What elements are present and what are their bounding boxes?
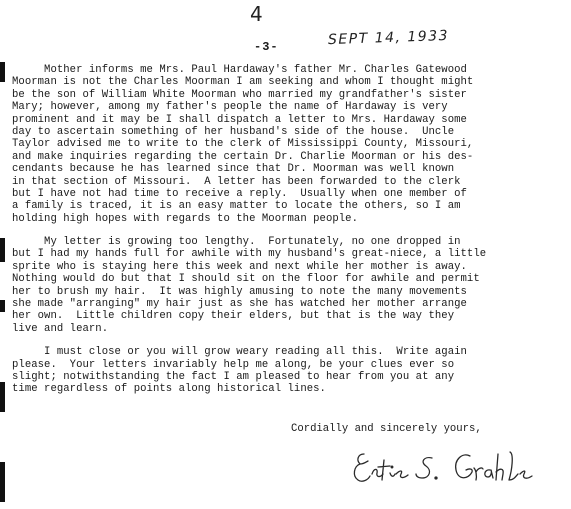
text-line: My letter is growing too lengthy. Fortunately, no one dropped in <box>12 236 461 249</box>
text-line: but I had my hands full for awhile with my husband's great-niece, a little <box>12 248 487 261</box>
text-line: time regardless of points along historical lines. <box>12 383 326 396</box>
text-line: live and learn. <box>12 322 109 335</box>
text-line: she made "arranging" my hair just as she has watched her mother arrange <box>12 298 467 311</box>
letter-body <box>12 64 567 407</box>
text-line: but I have not had time to receive a reply. Usually when one member of <box>12 187 467 200</box>
text-line: be the son of William White Moorman who married my grandfather's sister <box>12 88 467 101</box>
text-line: Taylor advised me to write to the clerk of Mississippi County, Missouri, <box>12 138 474 151</box>
text-line: Moorman is not the Charles Moorman I am seeking and whom I thought might <box>12 76 474 89</box>
text-line: her own. Little children copy their elders, but that is the way they <box>12 310 455 323</box>
text-line: cendants because he has learned since that Dr. Moorman was well known <box>12 163 455 176</box>
handwritten-date: SEPT 14, 1933 <box>327 27 450 49</box>
text-line: day to ascertain something of her husband's side of the house. Uncle <box>12 125 455 138</box>
paragraph <box>12 236 567 335</box>
text-line: sprite who is staying here this week and next while her mother is away. <box>12 260 467 273</box>
page-number: -3- <box>254 40 279 54</box>
text-line: Nothing would do but that I should sit on the floor for awhile and permit <box>12 273 480 286</box>
text-line: holding high hopes with regards to the Moorman people. <box>12 212 358 225</box>
paragraph <box>12 64 567 225</box>
handwritten-signature <box>350 440 550 500</box>
punch-mark <box>0 382 5 412</box>
text-line: in that section of Missouri. A letter has been forwarded to the clerk <box>12 175 461 188</box>
text-line: slight; notwithstanding the fact I am pleased to hear from you at any <box>12 370 455 383</box>
text-line: I must close or you will grow weary reading all this. Write again <box>12 346 467 359</box>
paragraph <box>12 346 567 396</box>
punch-mark <box>0 300 5 312</box>
punch-mark <box>0 238 5 262</box>
text-line: a family is traced, it is an easy matter to locate the others, so I am <box>12 200 461 213</box>
text-line: please. Your letters invariably help me along, be your clues ever so <box>12 358 455 371</box>
punch-mark <box>0 462 5 502</box>
text-line: prominent and it may be I shall dispatch a letter to Mrs. Hardaway some <box>12 113 467 126</box>
text-line: her to brush my hair. It was highly amusing to note the many movements <box>12 285 467 298</box>
text-line: and make inquiries regarding the certain Dr. Charlie Moorman or his des- <box>12 150 474 163</box>
handwritten-page-number: 4 <box>250 2 263 26</box>
punch-mark <box>0 62 5 82</box>
text-line: Mary; however, among my father's people the name of Hardaway is very <box>12 101 448 114</box>
closing-line: Cordially and sincerely yours, <box>291 423 482 435</box>
text-line: Mother informs me Mrs. Paul Hardaway's father Mr. Charles Gatewood <box>12 64 467 76</box>
